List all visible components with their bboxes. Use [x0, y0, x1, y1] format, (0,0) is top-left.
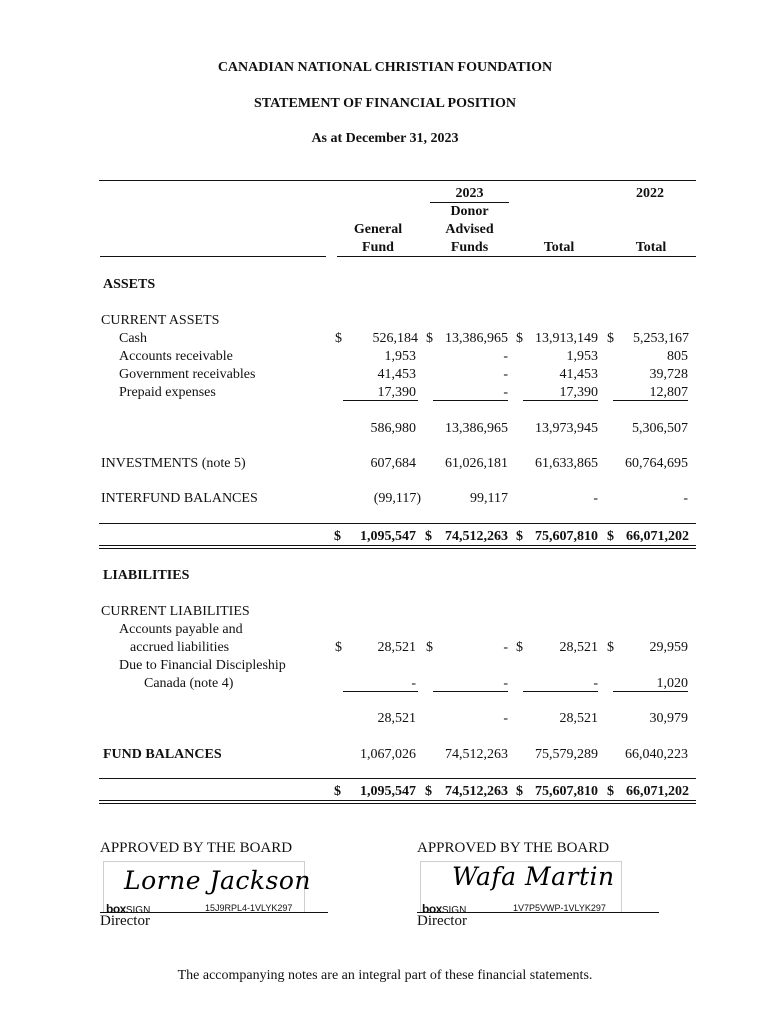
investments-label: INVESTMENTS (note 5) [101, 456, 246, 471]
current-assets-heading: CURRENT ASSETS [101, 313, 220, 328]
total-assets-top-rule [99, 523, 696, 524]
ap-total-2022: 29,959 [649, 640, 688, 655]
interfund-donor-advised: 99,117 [470, 491, 508, 506]
due-daf-underline [433, 691, 508, 692]
signature-left: Lorne Jackson [124, 866, 312, 895]
total-2023-header: Total [543, 240, 575, 255]
current-liabilities-total-2023: 28,521 [559, 711, 598, 726]
fund-balances-general-fund: 1,067,026 [360, 747, 416, 762]
general-fund-header-1: General [353, 222, 403, 237]
prepaid-total-2022: 12,807 [649, 385, 688, 400]
org-title: CANADIAN NATIONAL CHRISTIAN FOUNDATION [217, 60, 553, 75]
total-liab-double-rule-1 [99, 800, 696, 801]
boxsign-logo-right: boxSIGN [422, 902, 467, 916]
prepaid-t22-underline [613, 400, 688, 401]
ap-general-fund: 28,521 [377, 640, 416, 655]
prepaid-total-2023: 17,390 [559, 385, 598, 400]
total-liabilities-top-rule [99, 778, 696, 779]
due-label-line1: Due to Financial Discipleship [119, 658, 286, 673]
due-gf-underline [343, 691, 418, 692]
cash-total-2022: 5,253,167 [633, 331, 689, 346]
boxsign-logo-left: boxSIGN [106, 902, 151, 916]
header-bottom-rule-cols [337, 256, 696, 257]
director-label-right: Director [417, 913, 467, 929]
interfund-general-fund: (99,117) [373, 491, 421, 506]
total-assets-daf-dollar: $ [425, 529, 432, 544]
ar-label: Accounts receivable [119, 349, 233, 364]
approved-by-board-right: APPROVED BY THE BOARD [417, 840, 610, 856]
current-assets-total-2023: 13,973,945 [535, 421, 598, 436]
current-liabilities-heading: CURRENT LIABILITIES [101, 604, 250, 619]
due-t22-underline [613, 691, 688, 692]
ap-t22-dollar: $ [607, 640, 614, 655]
due-total-2022: 1,020 [656, 676, 688, 691]
due-general-fund: - [411, 676, 416, 691]
due-t23-underline [523, 691, 598, 692]
total-assets-t22-dollar: $ [607, 529, 614, 544]
signature-id-right: 1V7P5VWP-1VLYK297 [513, 903, 606, 913]
cash-daf-dollar: $ [426, 331, 433, 346]
ap-label-line2: accrued liabilities [130, 640, 230, 655]
total-liab-general-fund: 1,095,547 [360, 784, 416, 799]
total-assets-general-fund: 1,095,547 [360, 529, 416, 544]
total-2022-header: Total [635, 240, 667, 255]
donor-advised-header-3: Funds [450, 240, 489, 255]
statement-title: STATEMENT OF FINANCIAL POSITION [253, 96, 517, 111]
gov-rec-total-2022: 39,728 [649, 367, 688, 382]
approved-by-board-left: APPROVED BY THE BOARD [100, 840, 293, 856]
signature-id-left: 15J9RPL4-1VLYK297 [205, 903, 293, 913]
ap-total-2023: 28,521 [559, 640, 598, 655]
fund-balances-total-2023: 75,579,289 [535, 747, 598, 762]
prepaid-gf-underline [343, 400, 418, 401]
investments-donor-advised: 61,026,181 [445, 456, 508, 471]
total-liab-total-2023: 75,607,810 [535, 784, 598, 799]
current-assets-donor-advised: 13,386,965 [445, 421, 508, 436]
gov-rec-total-2023: 41,453 [559, 367, 598, 382]
gov-rec-donor-advised: - [503, 367, 508, 382]
total-assets-double-rule-2 [99, 548, 696, 549]
donor-advised-header-2: Advised [445, 222, 494, 237]
investments-total-2022: 60,764,695 [625, 456, 688, 471]
due-donor-advised: - [503, 676, 508, 691]
total-assets-donor-advised: 74,512,263 [445, 529, 508, 544]
ap-donor-advised: - [503, 640, 508, 655]
interfund-total-2023: - [593, 491, 598, 506]
general-fund-header-2: Fund [362, 240, 394, 255]
total-liab-donor-advised: 74,512,263 [445, 784, 508, 799]
footer-note: The accompanying notes are an integral part of these financial statements. [177, 968, 593, 983]
interfund-label: INTERFUND BALANCES [101, 491, 258, 506]
total-liab-gf-dollar: $ [334, 784, 341, 799]
header-top-rule [99, 180, 696, 181]
due-label-line2: Canada (note 4) [144, 676, 234, 691]
total-liab-t23-dollar: $ [516, 784, 523, 799]
cash-t23-dollar: $ [516, 331, 523, 346]
cash-gf-dollar: $ [335, 331, 342, 346]
cash-t22-dollar: $ [607, 331, 614, 346]
donor-advised-header-1: Donor [450, 204, 489, 219]
statement-date: As at December 31, 2023 [311, 131, 459, 146]
cash-label: Cash [119, 331, 147, 346]
current-assets-general-fund: 586,980 [370, 421, 416, 436]
header-bottom-rule-label [100, 256, 326, 257]
total-liab-daf-dollar: $ [425, 784, 432, 799]
total-assets-t23-dollar: $ [516, 529, 523, 544]
ar-total-2023: 1,953 [566, 349, 598, 364]
current-liabilities-donor-advised: - [503, 711, 508, 726]
ap-t23-dollar: $ [516, 640, 523, 655]
ap-daf-dollar: $ [426, 640, 433, 655]
total-assets-double-rule-1 [99, 545, 696, 546]
year-2023-underline [430, 202, 509, 203]
due-total-2023: - [593, 676, 598, 691]
total-liab-double-rule-2 [99, 803, 696, 804]
director-label-left: Director [100, 913, 150, 929]
year-2023-header: 2023 [455, 186, 484, 201]
total-assets-gf-dollar: $ [334, 529, 341, 544]
fund-balances-label: FUND BALANCES [103, 747, 222, 762]
prepaid-general-fund: 17,390 [377, 385, 416, 400]
investments-total-2023: 61,633,865 [535, 456, 598, 471]
ap-gf-dollar: $ [335, 640, 342, 655]
investments-general-fund: 607,684 [370, 456, 416, 471]
ar-general-fund: 1,953 [384, 349, 416, 364]
fund-balances-total-2022: 66,040,223 [625, 747, 688, 762]
total-liab-t22-dollar: $ [607, 784, 614, 799]
ar-total-2022: 805 [667, 349, 688, 364]
fund-balances-donor-advised: 74,512,263 [445, 747, 508, 762]
total-assets-total-2023: 75,607,810 [535, 529, 598, 544]
current-assets-total-2022: 5,306,507 [632, 421, 688, 436]
signature-right: Wafa Martin [452, 862, 615, 891]
year-2022-header: 2022 [636, 186, 664, 201]
gov-rec-general-fund: 41,453 [377, 367, 416, 382]
assets-heading: ASSETS [103, 277, 156, 292]
current-liabilities-total-2022: 30,979 [649, 711, 688, 726]
gov-rec-label: Government receivables [119, 367, 256, 382]
cash-total-2023: 13,913,149 [535, 331, 598, 346]
prepaid-donor-advised: - [503, 385, 508, 400]
total-assets-total-2022: 66,071,202 [626, 529, 689, 544]
cash-donor-advised: 13,386,965 [445, 331, 508, 346]
ar-donor-advised: - [503, 349, 508, 364]
prepaid-label: Prepaid expenses [119, 385, 216, 400]
interfund-total-2022: - [683, 491, 688, 506]
total-liab-total-2022: 66,071,202 [626, 784, 689, 799]
current-liabilities-general-fund: 28,521 [377, 711, 416, 726]
cash-general-fund: 526,184 [372, 331, 418, 346]
ap-label-line1: Accounts payable and [119, 622, 243, 637]
prepaid-daf-underline [433, 400, 508, 401]
liabilities-heading: LIABILITIES [103, 568, 190, 583]
prepaid-t23-underline [523, 400, 598, 401]
